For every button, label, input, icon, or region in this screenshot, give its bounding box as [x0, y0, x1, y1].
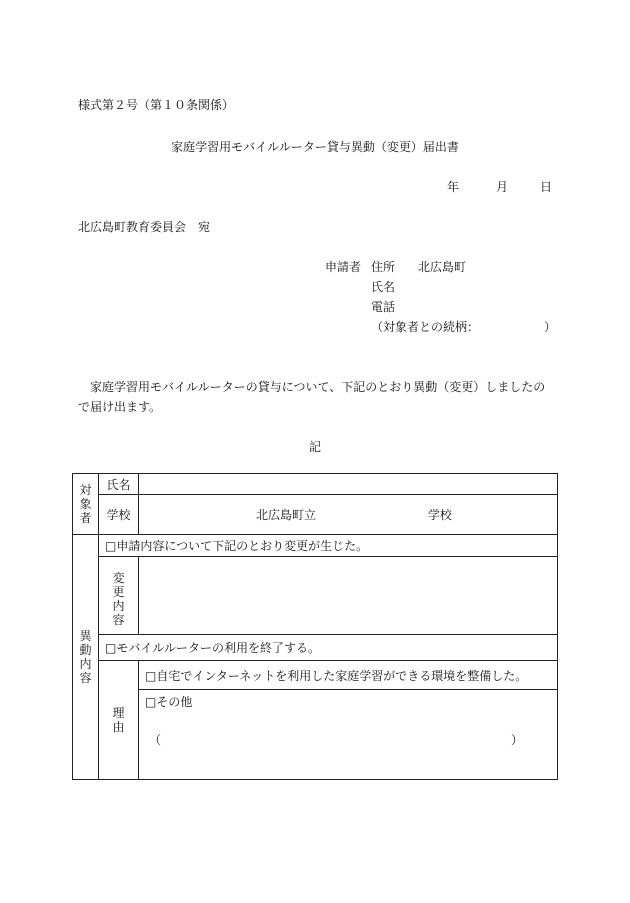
ki-heading: 記 — [308, 440, 321, 454]
school-field[interactable] — [139, 495, 558, 535]
body-text: 家庭学習用モバイルルーターの貸与について、下記のとおり異動（変更）しましたので届け出ます。 — [78, 380, 546, 414]
school-suffix: 学校 — [427, 508, 452, 522]
reason-other-cell — [139, 690, 558, 780]
relation-label: （対象者との続柄： — [371, 320, 480, 334]
applicant-label: 申請者 — [325, 260, 362, 274]
reason-internet-checkbox[interactable]: □自宅でインターネットを利用した家庭学習ができる環境を整備した。 — [139, 661, 558, 690]
reason-paren-open: （ — [149, 733, 162, 747]
student-name-field[interactable] — [139, 474, 558, 495]
option-change-checkbox[interactable]: □申請内容について下記のとおり変更が生じた。 — [99, 535, 558, 557]
reason-label: 理 由 — [99, 661, 139, 780]
target-person-header: 対 象 者 — [73, 474, 99, 535]
date-year-label: 年 — [447, 180, 460, 194]
relation-close-paren: ） — [544, 320, 557, 334]
student-name-label: 氏名 — [99, 474, 139, 495]
document-title: 家庭学習用モバイルルーター貸与異動（変更）届出書 — [171, 140, 459, 154]
reason-paren-close: ） — [511, 733, 524, 747]
reason-other-checkbox[interactable]: □その他 — [145, 695, 193, 709]
school-label: 学校 — [99, 495, 139, 535]
addressee: 北広島町教育委員会 宛 — [78, 220, 211, 234]
form-number: 様式第２号（第１０条関係） — [78, 98, 235, 112]
address-label: 住所 — [371, 260, 396, 274]
date-month-label: 月 — [496, 180, 509, 194]
change-content-label: 変 更 内 容 — [99, 557, 139, 635]
applicant-name-label: 氏名 — [371, 280, 396, 294]
notification-form-table — [72, 473, 558, 780]
reason-other-field[interactable] — [145, 731, 551, 747]
address-value[interactable]: 北広島町 — [418, 260, 467, 274]
option-end-checkbox[interactable]: □モバイルルーターの利用を終了する。 — [99, 635, 558, 661]
date-day-label: 日 — [540, 180, 553, 194]
phone-label: 電話 — [371, 300, 396, 314]
school-prefix: 北広島町立 — [256, 508, 317, 522]
change-details-header: 異 動 内 容 — [73, 535, 99, 780]
change-content-field[interactable] — [139, 557, 558, 635]
